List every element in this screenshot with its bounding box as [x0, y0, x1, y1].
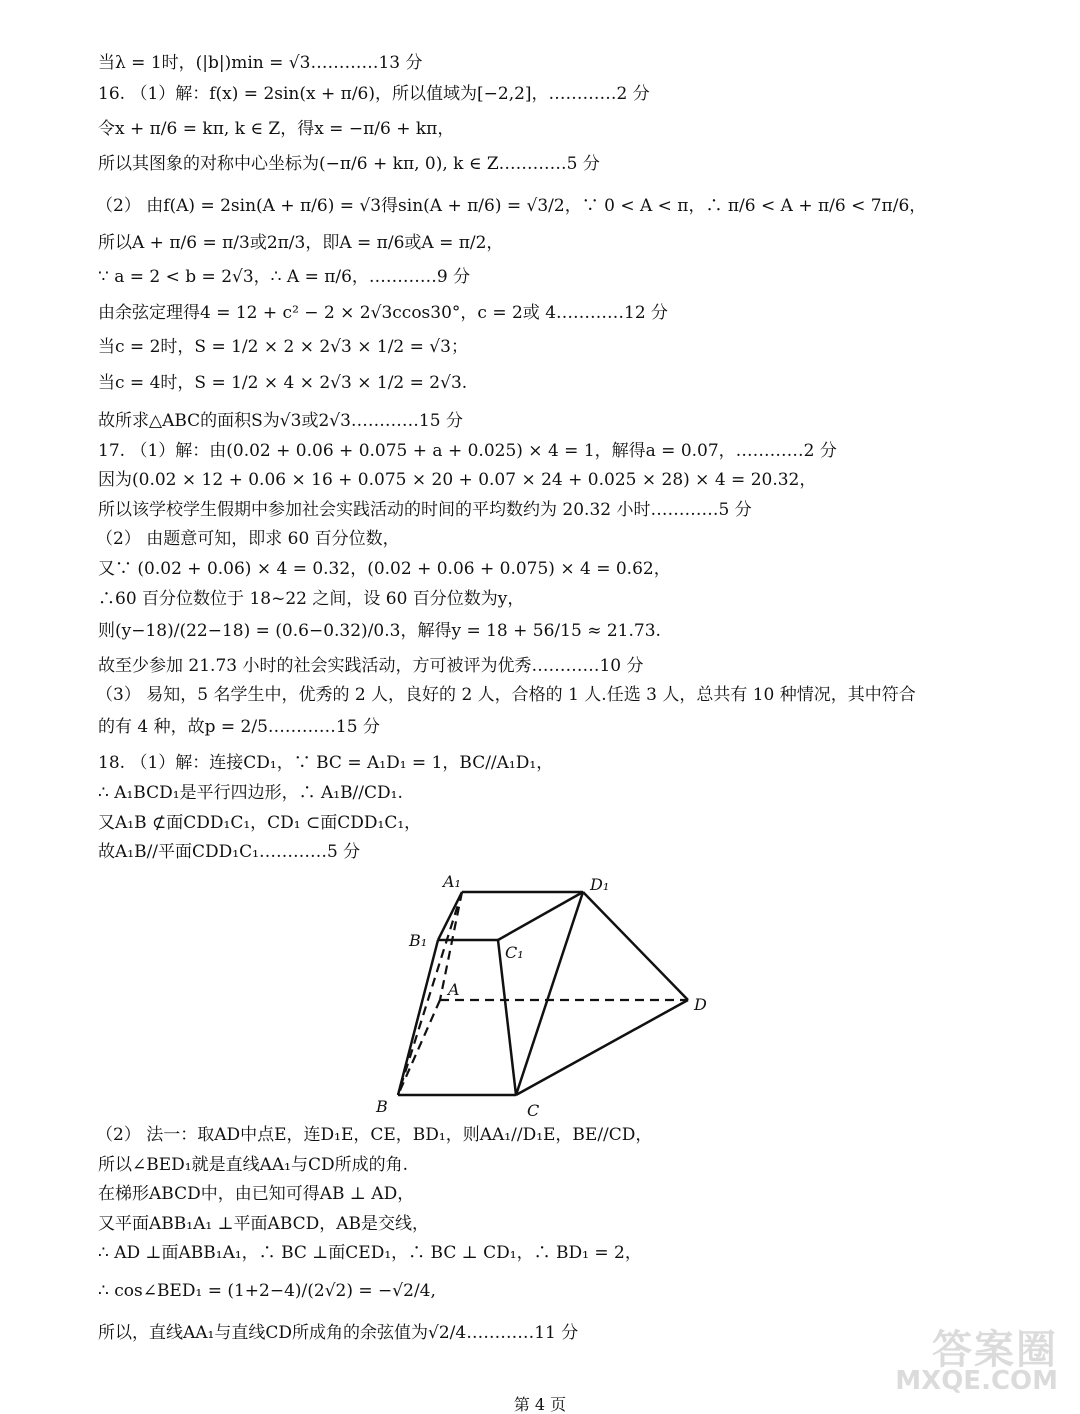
text-line: 当c = 4时，S = 1/2 × 4 × 2√3 × 1/2 = 2√3. [98, 373, 468, 393]
text-line: 故所求△ABC的面积S为√3或2√3…………15 分 [98, 411, 463, 431]
geometry-figure [360, 862, 720, 1124]
edge-a1b1 [438, 892, 462, 940]
text-line: 故至少参加 21.73 小时的社会实践活动，方可被评为优秀…………10 分 [98, 656, 644, 676]
text-line: 令x + π/6 = kπ, k ∈ Z，得x = −π/6 + kπ， [98, 119, 455, 139]
text-line: ∵ a = 2 < b = 2√3，∴ A = π/6，…………9 分 [98, 267, 471, 287]
text-line: 的有 4 种，故p = 2/5…………15 分 [98, 717, 380, 737]
text-line: 因为(0.02 × 12 + 0.06 × 16 + 0.075 × 20 + 0.07 × 24 + 0.025 × 28) × 4 = 20.32， [98, 470, 817, 490]
text-line: 所以∠BED₁就是直线AA₁与CD所成的角. [98, 1155, 409, 1175]
text-line: 在梯形ABCD中，由已知可得AB ⊥ AD， [98, 1184, 415, 1204]
watermark-logo: 答案圈 [932, 1327, 1058, 1373]
text-line: 则(y−18)/(22−18) = (0.6−0.32)/0.3，解得y = 18 + 56/15 ≈ 21.73. [98, 621, 661, 641]
text-line: ∴ cos∠BED₁ = (1+2−4)/(2√2) = −√2/4, [98, 1281, 436, 1301]
text-line: 故A₁B//平面CDD₁C₁…………5 分 [98, 842, 361, 862]
text-line: 又平面ABB₁A₁ ⊥平面ABCD，AB是交线， [98, 1214, 430, 1234]
text-line: 所以其图象的对称中心坐标为(−π/6 + kπ, 0), k ∈ Z…………5 分 [98, 154, 600, 174]
text-line: ∴60 百分位数位于 18~22 之间，设 60 百分位数为y， [98, 589, 525, 609]
edge-c1c [498, 940, 516, 1095]
text-line: 所以A + π/6 = π/3或2π/3，即A = π/6或A = π/2， [98, 233, 504, 253]
text-line: 又∵ (0.02 + 0.06) × 4 = 0.32，(0.02 + 0.06 + 0.075) × 4 = 0.62， [98, 559, 671, 579]
text-line: （2） 由f(A) = 2sin(A + π/6) = √3得sin(A + π/6) = √3/2，∵ 0 < A < π，∴ π/6 < A + π/6 < 7π/6， [96, 196, 927, 216]
watermark-url: MXQE.COM [895, 1366, 1058, 1396]
text-line: （2） 法一：取AD中点E，连D₁E，CE，BD₁，则AA₁//D₁E，BE//CD， [96, 1125, 653, 1145]
watermark [888, 1318, 1058, 1404]
edge-d1d [583, 892, 688, 1000]
text-line: 又A₁B ⊄面CDD₁C₁，CD₁ ⊂面CDD₁C₁， [98, 813, 422, 833]
text-line: 当c = 2时，S = 1/2 × 2 × 2√3 × 1/2 = √3； [98, 337, 468, 357]
text-line: 所以该学校学生假期中参加社会实践活动的时间的平均数约为 20.32 小时…………5 分 [98, 500, 752, 520]
text-line: ∴ AD ⊥面ABB₁A₁，∴ BC ⊥面CED₁，∴ BC ⊥ CD₁，∴ BD₁ = 2， [98, 1243, 642, 1263]
text-line: （3） 易知，5 名学生中，优秀的 2 人，良好的 2 人，合格的 1 人.任选 3 人，总共有 10 种情况，其中符合 [96, 685, 916, 705]
text-line: 17. （1）解：由(0.02 + 0.06 + 0.075 + a + 0.025) × 4 = 1，解得a = 0.07，…………2 分 [98, 441, 837, 461]
label-d1: D₁ [590, 875, 610, 894]
label-d: D [694, 995, 707, 1014]
text-line: 18. （1）解：连接CD₁，∵ BC = A₁D₁ = 1，BC//A₁D₁， [98, 753, 554, 773]
page-number: 第 4 页 [513, 1395, 567, 1414]
text-line: ∴ A₁BCD₁是平行四边形，∴ A₁B//CD₁. [98, 783, 403, 803]
label-c1: C₁ [505, 943, 524, 962]
label-b1: B₁ [409, 931, 428, 950]
text-line: 16. （1）解：f(x) = 2sin(x + π/6)，所以值域为[−2,2]，…………2 分 [98, 84, 650, 104]
label-a: A [448, 980, 460, 999]
label-a1: A₁ [443, 872, 461, 891]
label-b: B [376, 1097, 388, 1116]
text-line: （2） 由题意可知，即求 60 百分位数， [96, 529, 400, 549]
text-line: 由余弦定理得4 = 12 + c² − 2 × 2√3ccos30°，c = 2或 4…………12 分 [98, 303, 669, 323]
text-line: 所以，直线AA₁与直线CD所成角的余弦值为√2/4…………11 分 [98, 1323, 579, 1343]
label-c: C [527, 1101, 540, 1120]
text-line: 当λ = 1时，(|b|)min = √3…………13 分 [98, 53, 423, 73]
